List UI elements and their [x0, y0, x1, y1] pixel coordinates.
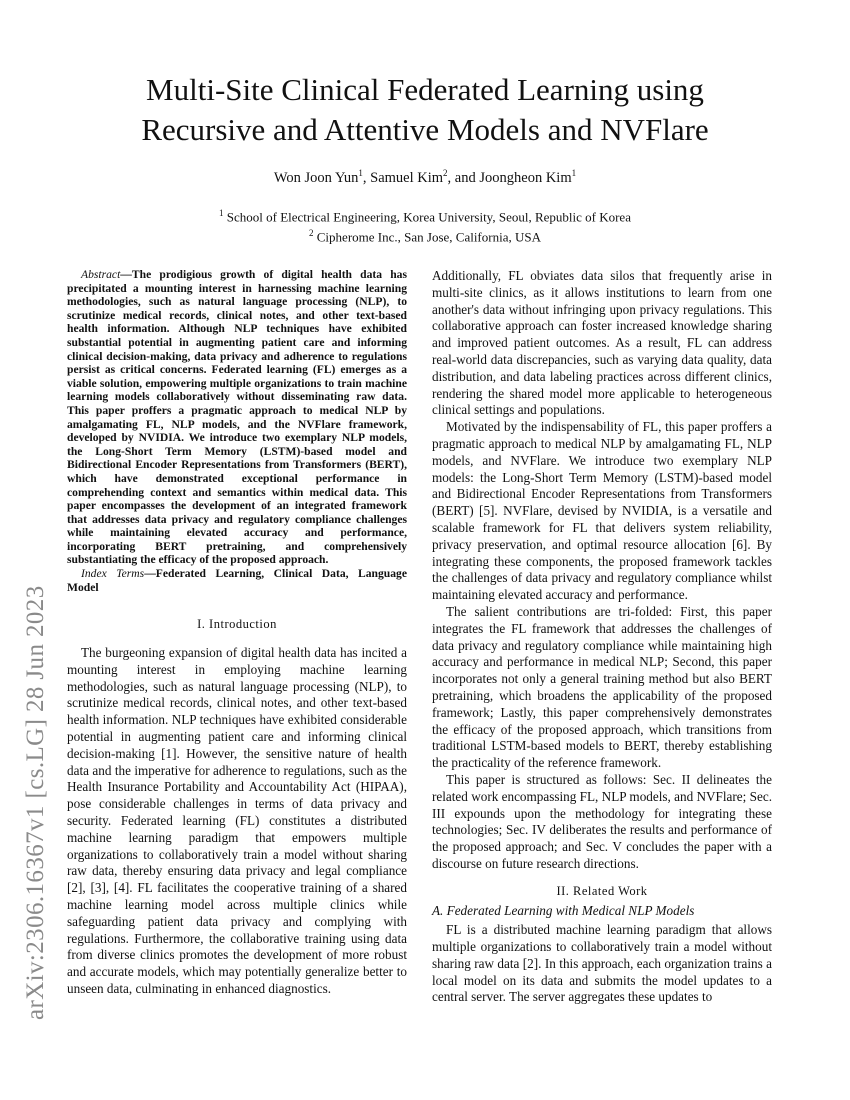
- paragraph-data-silos: Additionally, FL obviates data silos that frequently arise in multi-site clinics, as it allows institutions to learn from one another's data without infringing upon privacy regulations. This collaborative approach can foster increased knowledge sharing and improved patient outcomes. As a result, FL can address real-world data discrepancies, such as varying data quality, data distribution, and data labeling practices across different clinics, rendering the shared model more applicable to heterogeneous clinical settings and populations.: [432, 268, 772, 418]
- subsection-heading-fl-nlp: A. Federated Learning with Medical NLP Models: [432, 903, 695, 919]
- index-terms: [67, 567, 407, 594]
- author-3-affil: 1: [571, 168, 577, 178]
- title-line-1: Multi-Site Clinical Federated Learning using: [146, 72, 704, 107]
- author-3: Joongheon Kim: [479, 169, 572, 186]
- author-1: Won Joon Yun: [273, 169, 359, 186]
- abstract-text: —The prodigious growth of digital health data has precipitated a mounting interest in harnessing machine learning methodologies, such as natural language processing (NLP), to scrutinize medical records, clinical notes, and other text-based health information. Although NLP techniques have exhibited substantial potential in augmenting patient care and informing clinical decision-making, data privacy and adherence to regulations persist as critical concerns. Federated learning (FL) emerges as a viable solution, empowering multiple organizations to train machine learning models collaboratively without disseminating raw data. This paper proffers a pragmatic approach to medical NLP by amalgamating FL, NLP models, and the NVFlare framework, developed by NVIDIA. We introduce two exemplary NLP models, the Long-Short Term Memory (LSTM)-based model and Bidirectional Encoder Representations from Transformers (BERT), which have demonstrated exceptional performance in comprehending context and semantics within medical data. This paper encompasses the development of an integrated framework that addresses data privacy and regulatory compliance challenges while maintaining elevated accuracy and performance, incorporating BERT pretraining, and comprehensively substantiating the efficacy of the proposed approach.: [67, 268, 407, 567]
- paragraph-contributions: The salient contributions are tri-folded: First, this paper integrates the FL framework that addresses the challenges of data privacy and regulatory compliance while maintaining high accuracy and performance in medical NLP; Second, this paper incorporates not only a general training method but also BERT pretraining, which broadens the applicability of the proposed framework; Lastly, this paper comprehensively demonstrates the efficacy of the proposed approach, which transitions from traditional LSTM-based models to BERT, thereby establishing the practicality of the reference framework.: [432, 603, 772, 771]
- paragraph-structure: This paper is structured as follows: Sec. II delineates the related work encompassing FL, NLP models, and NVFlare; Sec. III expounds upon the methodology for integrating these technologies; Sec. IV deliberates the results and performance of the proposed approach; and Sec. V concludes the paper with a discourse on future research directions.: [432, 771, 772, 871]
- author-2-affil: 2: [443, 168, 448, 178]
- affiliation-1: $^1$ School of Electrical Engineering, Korea University, Seoul, Republic of Korea: [219, 208, 631, 225]
- intro-paragraph: The burgeoning expansion of digital health data has incited a mounting interest in employing machine learning methodologies, such as natural language processing (NLP), to scrutinize medical records, clinical notes, and other text-based health information. NLP techniques have exhibited considerable potential in augmenting patient care and informing clinical decision-making [1]. However, the sensitive nature of health data and the imperative for adherence to regulations, such as the Health Insurance Portability and Accountability Act (HIPAA), pose considerable challenges in terms of data privacy and security. Federated learning (FL) constitutes a distributed machine learning paradigm that empowers multiple organizations to collaboratively train a model without sharing raw data, thereby ensuring data privacy and legal compliance [2], [3], [4]. FL facilitates the cooperative training of a shared machine learning model across multiple clinics while safeguarding patient data privacy and complying with regulations. Furthermore, the collaborative training using data from diverse clinics promotes the development of more robust and accurate models, which may potentially generalize better to unseen data, culminating in enhanced diagnostics.: [67, 645, 407, 996]
- section-heading-related-work: II. Related Work: [556, 883, 648, 898]
- arxiv-identifier: arXiv:2306.16367v1 [cs.LG] 28 Jun 2023: [22, 585, 49, 1020]
- index-terms-label: Index Terms: [81, 567, 145, 581]
- index-terms-text: —Federated Learning, Clinical Data, Language Model: [67, 567, 407, 594]
- paragraph-fl-definition: FL is a distributed machine learning paradigm that allows multiple organizations to collaboratively train a model without sharing raw data [2]. In this approach, each organization trains a local model on its data and submits the model updates to a central server. The server aggregates these updates to: [432, 922, 772, 1005]
- abstract: [67, 268, 407, 567]
- paper-title: [60, 70, 790, 150]
- author-2: Samuel Kim: [370, 169, 444, 186]
- author-separator-2: , and: [447, 169, 480, 186]
- abstract-label: Abstract: [81, 268, 121, 281]
- left-column: [67, 268, 407, 998]
- author-list: [0, 168, 850, 187]
- right-column: [432, 268, 772, 1006]
- paragraph-motivation: Motivated by the indispensability of FL, this paper proffers a pragmatic approach to medical NLP by amalgamating FL, NLP models, and NVFlare. We introduce two exemplary NLP models: the Long-Short Term Memory (LSTM)-based model and Bidirectional Encoder Representations from Transformers (BERT) [5]. NVFlare, devised by NVIDIA, is a versatile and scalable framework for FL that delivers system reliability, privacy preservation, and optimal resource allocation [6]. By integrating these components, the proposed framework tackles the challenges of data privacy and regulatory compliance whilst maintaining elevated accuracy and performance.: [432, 419, 772, 603]
- affiliations: [0, 205, 850, 246]
- author-separator-1: ,: [362, 169, 371, 186]
- title-line-2: Recursive and Attentive Models and NVFlare: [141, 112, 709, 147]
- author-1-affil: 1: [358, 168, 363, 178]
- section-heading-introduction: I. Introduction: [197, 617, 277, 632]
- affiliation-2: $^2$ Cipherome Inc., San Jose, California, USA: [309, 228, 541, 245]
